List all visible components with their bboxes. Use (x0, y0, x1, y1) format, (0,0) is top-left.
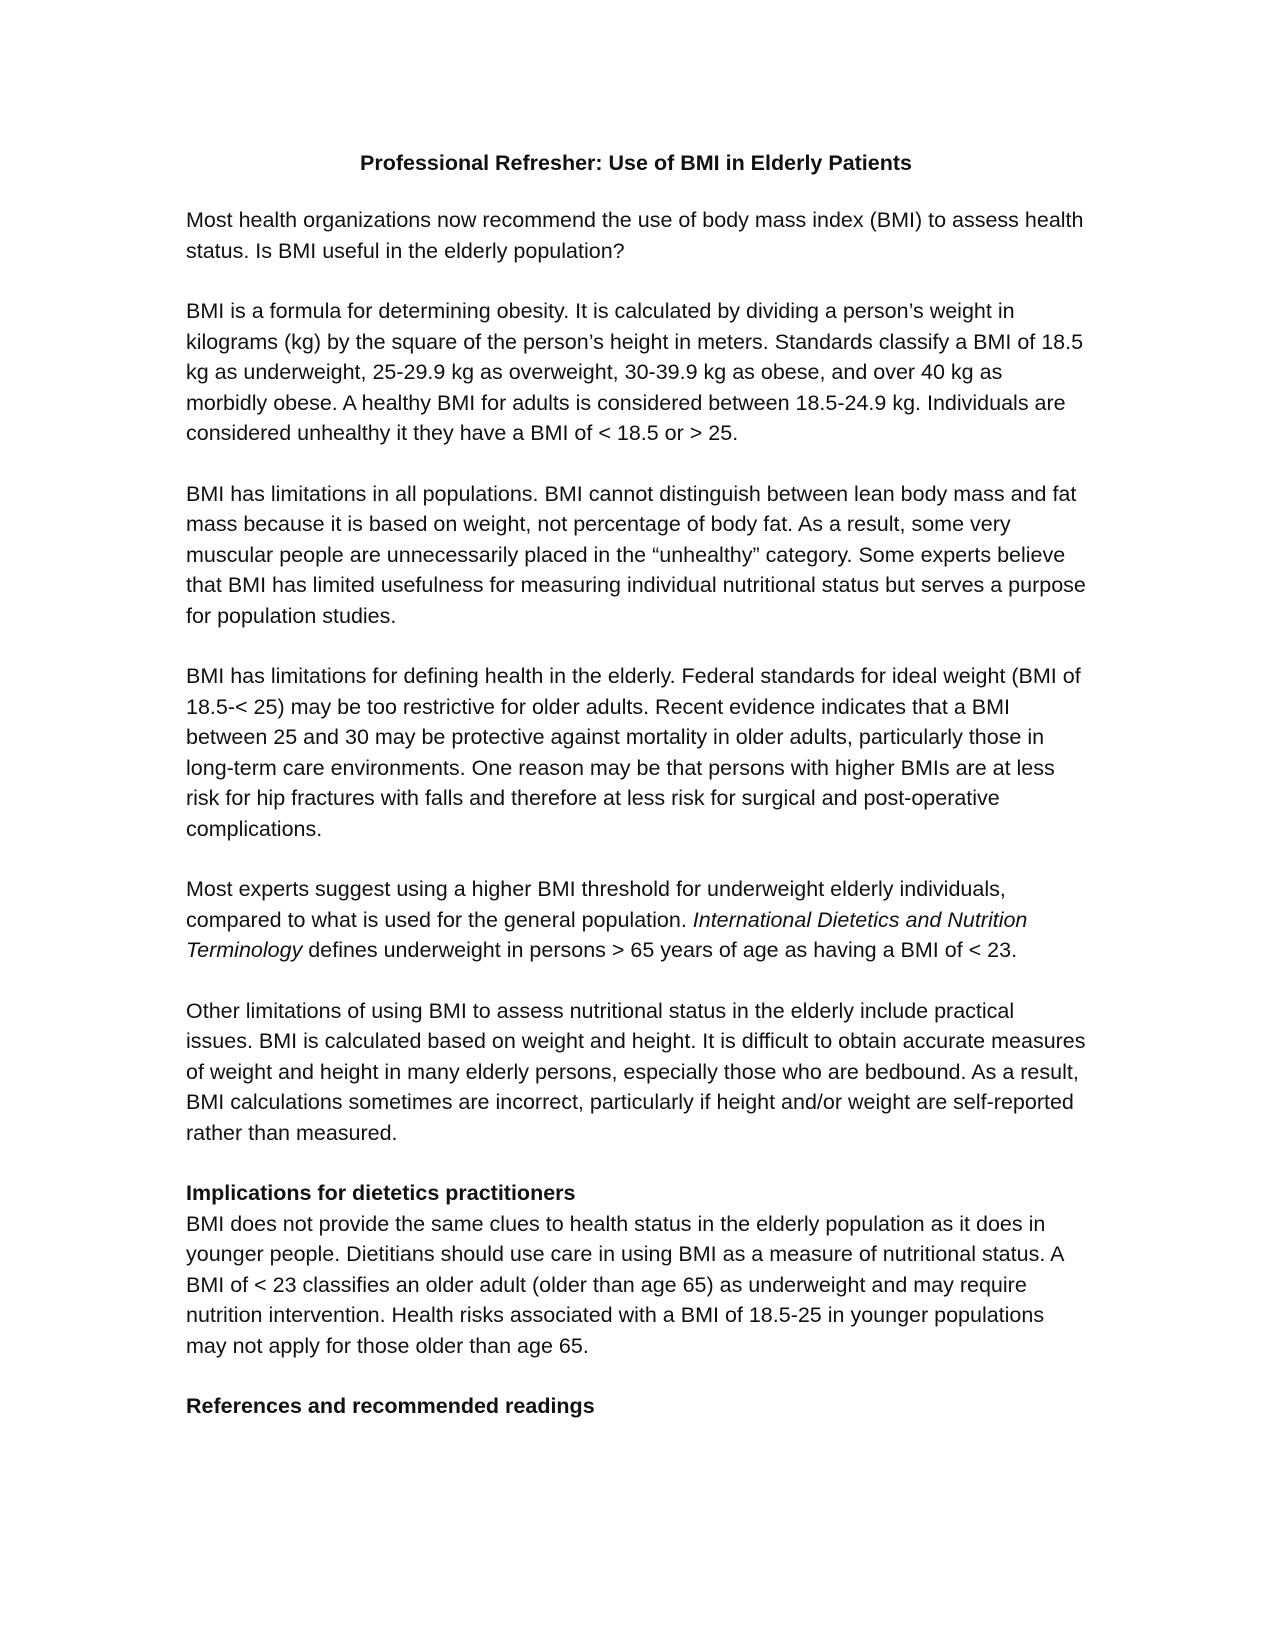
document-title: Professional Refresher: Use of BMI in Elderly Patients (360, 151, 912, 175)
references-heading: References and recommended readings (186, 1394, 595, 1418)
implications-paragraph: BMI does not provide the same clues to health status in the elderly population as it does in younger people. Dietitians should use care in using BMI as a measure of nutritional status. A BMI of < 23 classifies an older adult (older than age 65) as underweight and may require nutrition intervention. Health risks associated with a BMI of 18.5-25 in younger populations may not apply for those older than age 65. (186, 1211, 1064, 1358)
threshold-text-start: Most experts suggest using a higher BMI threshold for underweight elderly individuals, compared to what is used for the general population. (186, 877, 1006, 932)
document-body (186, 148, 1086, 1422)
threshold-paragraph (186, 874, 1086, 966)
limitations-all-paragraph: BMI has limitations in all populations. BMI cannot distinguish between lean body mass and fat mass because it is based on weight, not percentage of body fat. As a result, some very muscular people are unnecessarily placed in the “unhealthy” category. Some experts believe that BMI has limited usefulness for measuring individual nutritional status but serves a purpose for population studies. (186, 481, 1086, 628)
practical-issues-paragraph: Other limitations of using BMI to assess nutritional status in the elderly include practical issues. BMI is calculated based on weight and height. It is difficult to obtain accurate measures of weight and height in many elderly persons, especially those who are bedbound. As a result, BMI calculations sometimes are incorrect, particularly if height and/or weight are self-reported rather than measured. (186, 998, 1086, 1145)
threshold-text-end: defines underweight in persons > 65 years of age as having a BMI of < 23. (302, 938, 1018, 962)
idnt-reference-italic: International Dietetics and Nutrition Terminology (186, 907, 1028, 962)
limitations-elderly-paragraph: BMI has limitations for defining health in the elderly. Federal standards for ideal weight (BMI of 18.5-< 25) may be too restrictive for older adults. Recent evidence indicates that a BMI between 25 and 30 may be protective against mortality in older adults, particularly those in long-term care environments. One reason may be that persons with higher BMIs are at less risk for hip fractures with falls and therefore at less risk for surgical and post-operative complications. (186, 664, 1081, 841)
intro-paragraph: Most health organizations now recommend the use of body mass index (BMI) to assess health status. Is BMI useful in the elderly population? (186, 208, 1084, 263)
bmi-formula-paragraph: BMI is a formula for determining obesity. It is calculated by dividing a person’s weight in kilograms (kg) by the square of the person’s height in meters. Standards classify a BMI of 18.5 kg as underweight, 25-29.9 kg as overweight, 30-39.9 kg as obese, and over 40 kg as morbidly obese. A healthy BMI for adults is considered between 18.5-24.9 kg. Individuals are considered unhealthy it they have a BMI of < 18.5 or > 25. (186, 299, 1084, 445)
implications-heading: Implications for dietetics practitioners (186, 1181, 576, 1205)
